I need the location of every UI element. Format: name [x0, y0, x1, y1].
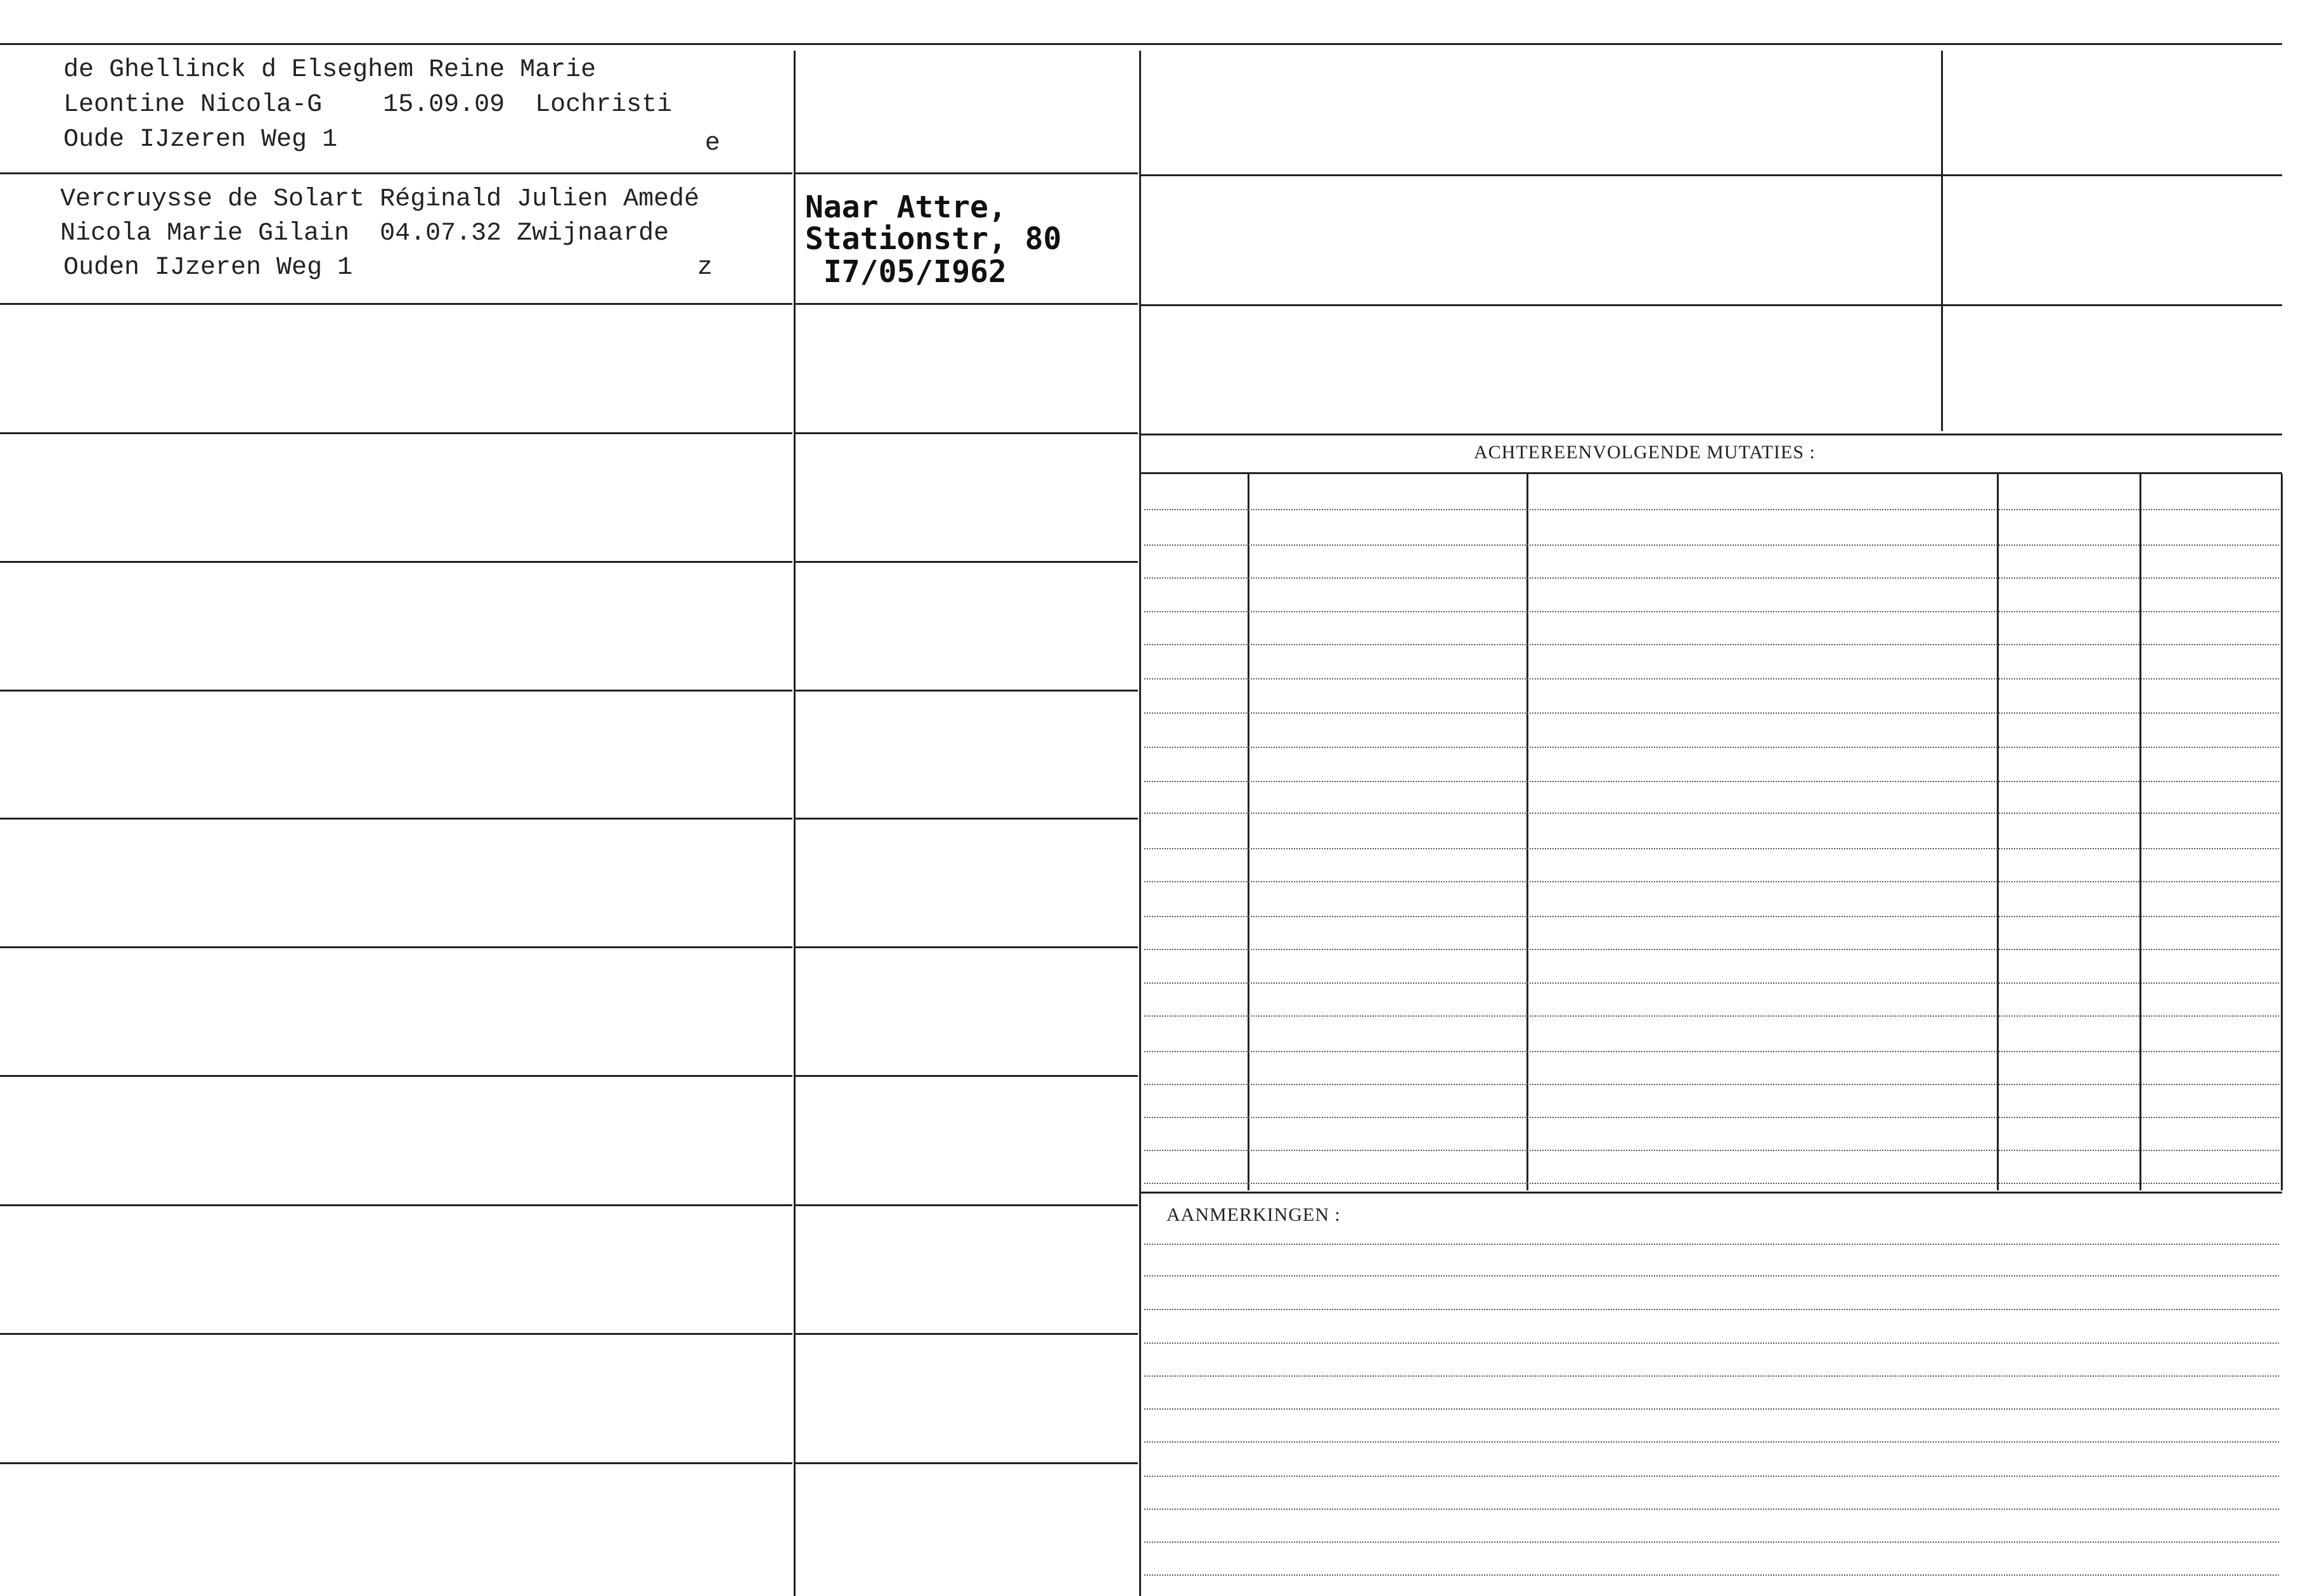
row-divider-col2	[796, 1333, 1138, 1335]
record-2-address-change-line-1: Naar Attre,	[805, 190, 1007, 225]
mutaties-row	[1144, 1051, 2279, 1052]
aanmerkingen-row	[1144, 1244, 2279, 1245]
row-divider	[0, 690, 792, 692]
mutaties-row	[1144, 781, 2279, 782]
aanmerkingen-row	[1144, 1541, 2279, 1543]
row-divider-col2	[796, 1204, 1138, 1206]
aanmerkingen-row	[1144, 1509, 2279, 1510]
mutaties-row	[1144, 1084, 2279, 1085]
mutaties-row	[1144, 881, 2279, 882]
row-divider	[0, 172, 792, 174]
mutaties-row	[1144, 747, 2279, 748]
mutaties-row	[1144, 1117, 2279, 1118]
right-row-divider	[1141, 434, 2282, 435]
aanmerkingen-row	[1144, 1275, 2279, 1277]
mutaties-row	[1144, 848, 2279, 849]
mutaties-col	[1526, 474, 1528, 1190]
column-divider	[1139, 51, 1141, 1596]
mutaties-col	[1997, 474, 1999, 1190]
aanmerkingen-row	[1144, 1342, 2279, 1344]
mutaties-row	[1144, 644, 2279, 645]
column-divider	[1941, 51, 1943, 431]
mutaties-col	[1248, 474, 1249, 1190]
row-divider-col2	[796, 432, 1138, 434]
mutaties-row	[1144, 1183, 2279, 1184]
record-2-address-change-line-3: I7/05/I962	[805, 254, 1007, 290]
row-divider	[0, 1075, 792, 1077]
row-divider	[0, 946, 792, 948]
record-1-mark: e	[705, 129, 721, 158]
mutaties-row	[1144, 813, 2279, 814]
row-divider	[0, 1204, 792, 1206]
mutaties-row	[1144, 509, 2279, 510]
aanmerkingen-row	[1144, 1375, 2279, 1377]
row-divider	[0, 303, 792, 305]
record-2-line-3: Ouden IJzeren Weg 1	[63, 254, 353, 282]
row-divider	[0, 1333, 792, 1335]
row-divider-col2	[796, 818, 1138, 820]
row-divider-col2	[796, 1462, 1138, 1464]
mutaties-row	[1144, 577, 2279, 579]
right-row-divider	[1141, 174, 2282, 176]
row-divider	[0, 432, 792, 434]
mutaties-top-border	[1141, 472, 2282, 474]
row-divider	[0, 1462, 792, 1464]
row-divider	[0, 561, 792, 563]
record-2-mark: z	[697, 254, 713, 282]
top-border	[0, 43, 2282, 45]
record-1-line-3: Oude IJzeren Weg 1	[63, 125, 338, 154]
mutaties-row	[1144, 1015, 2279, 1017]
mutaties-row	[1144, 982, 2279, 984]
record-2-line-2: Nicola Marie Gilain 04.07.32 Zwijnaarde	[60, 219, 669, 248]
aanmerkingen-row	[1144, 1574, 2279, 1576]
aanmerkingen-row	[1144, 1309, 2279, 1310]
mutaties-row	[1144, 611, 2279, 612]
row-divider-col2	[796, 946, 1138, 948]
record-1-line-2: Leontine Nicola-G 15.09.09 Lochristi	[63, 91, 673, 119]
mutaties-row	[1144, 544, 2279, 546]
aanmerkingen-row	[1144, 1408, 2279, 1410]
aanmerkingen-row	[1144, 1476, 2279, 1477]
aanmerkingen-row	[1144, 1441, 2279, 1443]
mutaties-bottom-border	[1141, 1192, 2282, 1194]
mutaties-row	[1144, 949, 2279, 950]
right-row-divider	[1141, 304, 2282, 306]
record-1-line-1: de Ghellinck d Elseghem Reine Marie	[63, 56, 597, 84]
record-2-address-change-line-2: Stationstr, 80	[805, 221, 1062, 257]
mutaties-row	[1144, 1150, 2279, 1151]
row-divider-col2	[796, 1075, 1138, 1077]
row-divider-col2	[796, 561, 1138, 563]
aanmerkingen-label: AANMERKINGEN :	[1166, 1204, 1341, 1225]
mutaties-col	[2139, 474, 2141, 1190]
mutaties-col	[2281, 474, 2283, 1190]
mutaties-row	[1144, 712, 2279, 714]
row-divider	[0, 818, 792, 820]
column-divider	[794, 51, 796, 1596]
mutaties-row	[1144, 678, 2279, 679]
row-divider-col2	[796, 172, 1138, 174]
row-divider-col2	[796, 690, 1138, 692]
record-2-line-1: Vercruysse de Solart Réginald Julien Amedé	[60, 185, 700, 214]
row-divider-col2	[796, 303, 1138, 305]
mutaties-label: ACHTEREENVOLGENDE MUTATIES :	[1474, 442, 1816, 463]
mutaties-row	[1144, 916, 2279, 917]
